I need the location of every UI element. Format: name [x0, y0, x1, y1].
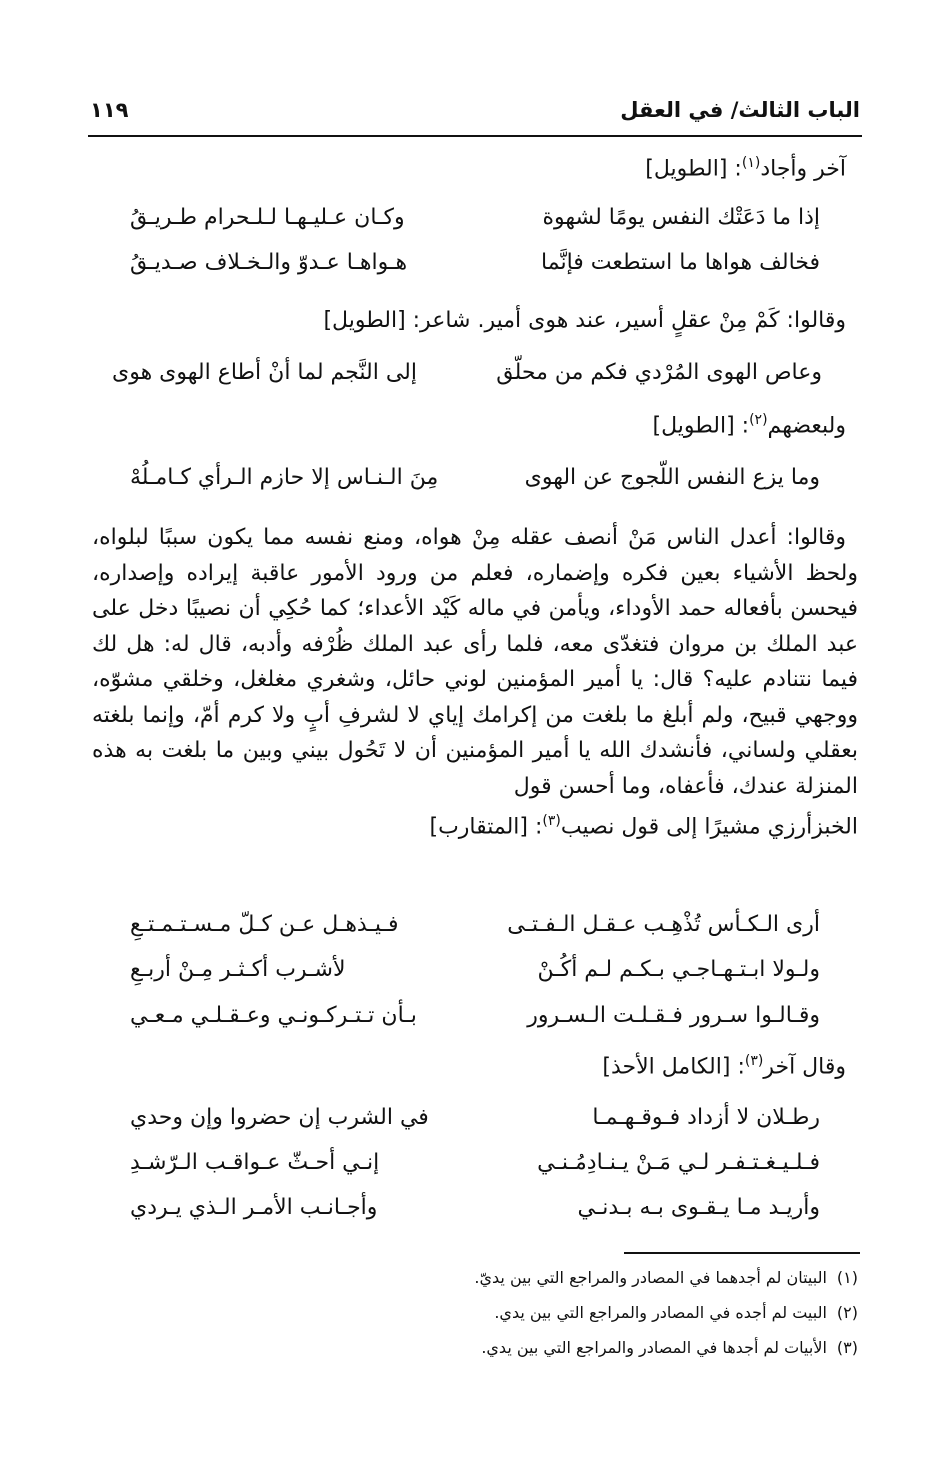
- verse-line: [130, 250, 820, 290]
- chapter-title: الباب الثالث/ في العقل: [620, 98, 860, 122]
- verse-line: [130, 465, 820, 505]
- footnote-number: (٣): [836, 1338, 858, 1357]
- footnote-text: الأبيات لم أجدها في المصادر والمراجع التي بين يدي.: [481, 1338, 827, 1357]
- footnote-ref: (٣): [542, 813, 561, 829]
- page-number: ١١٩: [90, 98, 129, 122]
- footnote: [481, 1338, 858, 1357]
- intro-line-5: وقال آخر$^{(٣)}$: [الكامل الأحذ]: [602, 1053, 846, 1080]
- intro-line-3: ولبعضهم$^{(٢)}$: [الطويل]: [652, 412, 846, 439]
- verse-second-hemistich: بـأن تـتـركـونـي وعـقـلـي مـعـي: [130, 1003, 417, 1028]
- verse-second-hemistich: في الشرب إن حضروا وإن وحدي: [130, 1105, 429, 1130]
- verse-line: [130, 1003, 820, 1043]
- verse-line: [130, 205, 820, 245]
- header-rule: [88, 135, 862, 137]
- footnote: [474, 1268, 858, 1287]
- verse-first-hemistich: وعاص الهوى المُرْدي فكم من محلّق: [496, 360, 822, 385]
- verse-second-hemistich: إلى النَّجم لما أنْ أطاع الهوى هوى: [112, 360, 417, 385]
- footnote-number: (٢): [836, 1303, 858, 1322]
- verse-first-hemistich: أرى الـكـأس تُذْهِـب عـقـل الـفـتـى: [507, 912, 820, 937]
- verse-line: [130, 1105, 820, 1145]
- verse-first-hemistich: وما يزع النفس اللّجوج عن الهوى: [524, 465, 820, 490]
- prose-body: وقالوا: أعدل الناس مَنْ أنصف عقله مِنْ هواه، ومنع نفسه مما يكون سببًا لبلواه، ولحظ الأشياء بعين فكره وإضماره، فعلم من ورود الأمور عاقبة إيراده وإصداره، فيحسن بأفعاله حمد الأوداء، ويأمن في ماله كَيْد الأعداء؛ كما حُكِي أن نصيبًا دخل على عبد الملك بن مروان فتغدّى معه، فلما رأى عبد الملك ظُرْفه وأدبه، قال له: هل لك فيما نتنادم عليه؟ قال: يا أمير المؤمنين لوني حائل، وشغري مغلغل، وخلقي مشوّه، ووجهي قبيح، ولم أبلغ ما بلغت من إكرامك إياي لا لشرفِ أبٍ ولا كرم أمّ، وإنما بلغته بعقلي ولساني، فأنشدك الله يا أمير المؤمنين أن لا تَحُول بيني وبين ما بلغت به هذه المنزلة عندك، فأعفاه، وما أحسن قول: [92, 525, 858, 799]
- verse-line: [130, 912, 820, 952]
- page-header: [90, 98, 860, 130]
- footnote-ref: (٢): [749, 412, 768, 428]
- verse-second-hemistich: هـواهـا عـدوّ والـخـلاف صـديـقُ: [130, 250, 408, 275]
- verse-first-hemistich: وقـالـوا سـرور فـقـلـت الـسـرور: [527, 1003, 820, 1028]
- verse-line: [112, 360, 822, 400]
- footnote-ref: (٣): [744, 1053, 764, 1069]
- footnote: [494, 1303, 858, 1322]
- verse-first-hemistich: فخالف هواها ما استطعت فإنَّما: [541, 250, 820, 275]
- verse-first-hemistich: رطـلان لا أزداد فـوقـهـمـا: [592, 1105, 820, 1130]
- verse-line: [130, 1150, 820, 1190]
- verse-second-hemistich: إنـي أحـثّ عـواقـب الـرّشـدِ: [130, 1150, 380, 1175]
- footnote-text: البيتان لم أجدهما في المصادر والمراجع التي بين يديّ.: [474, 1268, 827, 1287]
- intro-line-2: وقالوا: كَمْ مِنْ عقلٍ أسير، عند هوى أمير. شاعر: [الطويل]: [323, 308, 846, 333]
- verse-first-hemistich: إذا ما دَعَتْك النفس يومًا لشهوة: [542, 205, 820, 230]
- verse-line: [130, 1195, 820, 1235]
- footnote-number: (١): [836, 1268, 858, 1287]
- footnote-text: البيت لم أجده في المصادر والمراجع التي بين يدي.: [494, 1303, 827, 1322]
- verse-first-hemistich: فـلـيـغـتـفـر لـي مَـنْ يـنـادِمُـنـي: [537, 1150, 820, 1175]
- verse-line: [130, 957, 820, 997]
- verse-second-hemistich: فـيـذهـل عـن كـلّ مـسـتـمـتـعِ: [130, 912, 399, 937]
- verse-second-hemistich: مِنَ الـنـاس إلا حازم الـرأي كـامـلُهْ: [130, 465, 439, 490]
- intro-line-1: آخر وأجاد$^{(١)}$: [الطويل]: [645, 155, 846, 182]
- verse-first-hemistich: وأريـد مـا يـقـوى بـه بـدنـي: [577, 1195, 820, 1220]
- verse-second-hemistich: لأشـرب أكـثـر مِـنْ أربـعِ: [130, 957, 346, 982]
- verse-second-hemistich: وكـان عـليـهـا لـلـحرام طـريـقُ: [130, 205, 405, 230]
- verse-second-hemistich: وأجـانـب الأمـر الـذي يـردي: [130, 1195, 378, 1220]
- prose-last-line: الخبزأرزي مشيرًا إلى قول نصيب$^{(٣)}$: [المتقارب]: [429, 813, 858, 840]
- verse-first-hemistich: ولـولا ابـتـهـاجـي بـكـم لـم أكُـنْ: [537, 957, 820, 982]
- footnote-ref: (١): [741, 155, 761, 171]
- footnote-separator: [624, 1252, 860, 1254]
- prose-paragraph: [92, 520, 858, 845]
